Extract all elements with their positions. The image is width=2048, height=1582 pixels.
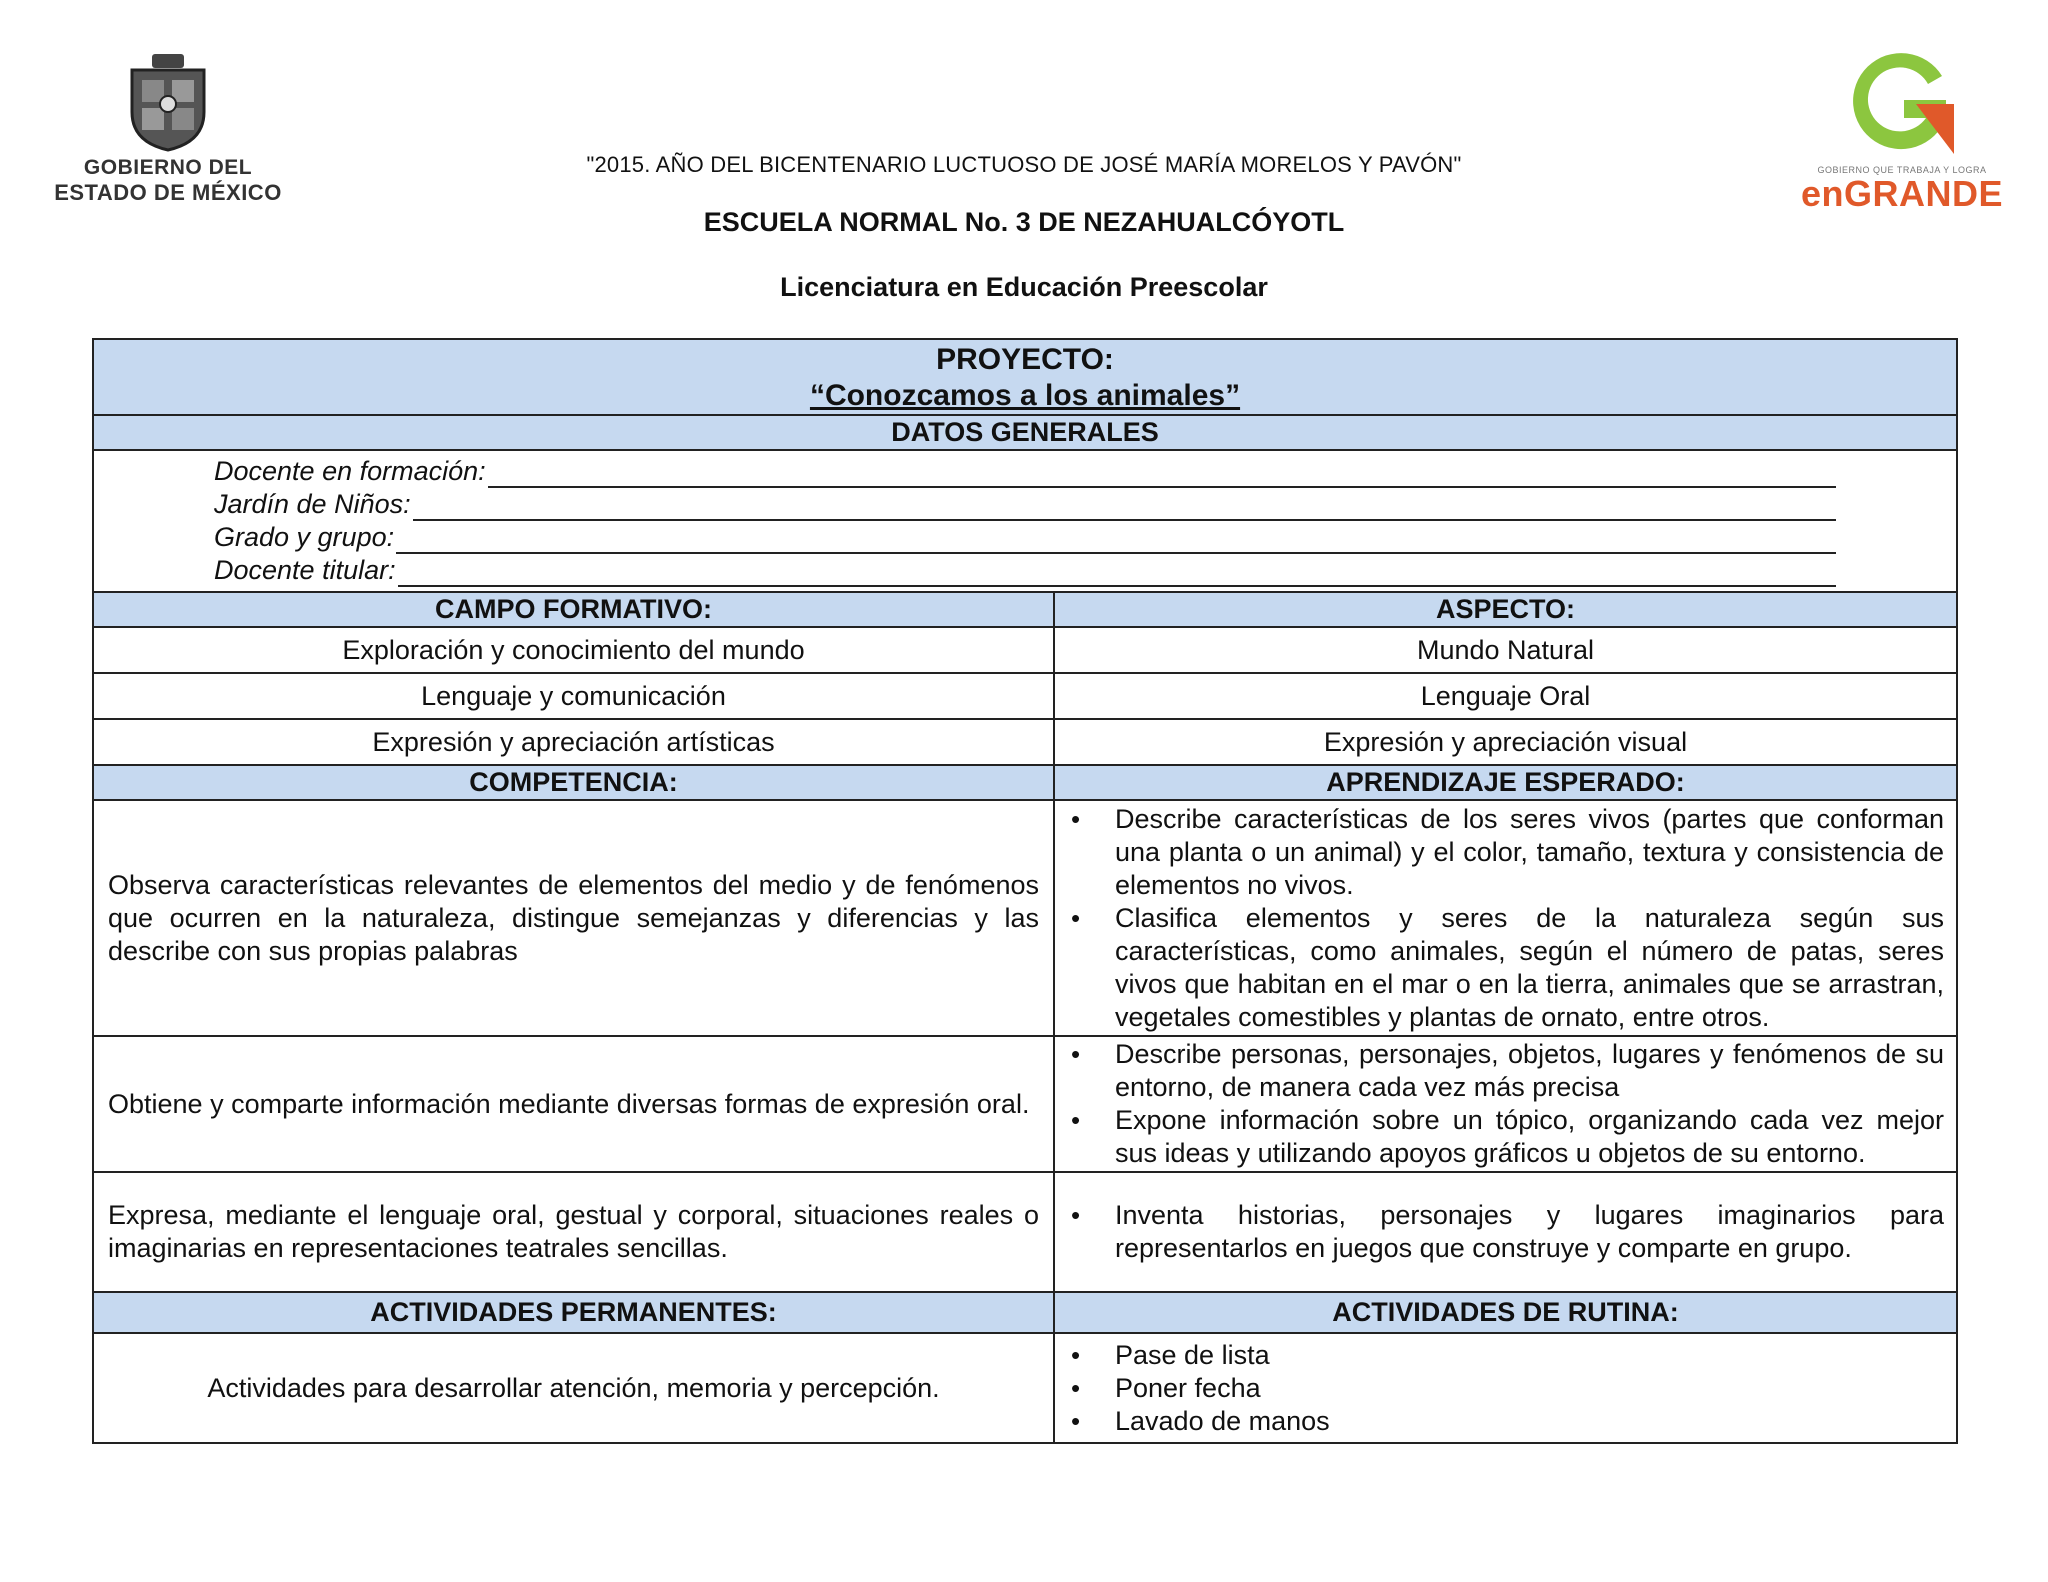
engrande-grande: GRANDE [1844,173,2004,214]
field-jardin[interactable] [214,488,1836,521]
general-data-header: DATOS GENERALES [93,415,1957,450]
aprendizaje-cell [1054,800,1957,1036]
logo-left-line1: GOBIERNO DEL [83,156,253,179]
field-blank-line [398,559,1836,587]
motto-line: "2015. AÑO DEL BICENTENARIO LUCTUOSO DE JOSÉ MARÍA MORELOS Y PAVÓN" [586,152,1462,177]
list-item: • Describe personas, personajes, objetos, lugares y fenómenos de su entorno, de manera cada vez más precisa [1115,1038,1944,1104]
actividades-rutina-header: ACTIVIDADES DE RUTINA: [1054,1292,1957,1333]
aprendizaje-list [1055,803,1956,1034]
field-label: Docente en formación: [214,456,486,486]
field-label: Grado y grupo: [214,522,395,552]
general-data-fields [93,450,1957,592]
actividades-permanentes-cell: Actividades para desarrollar atención, memoria y percepción. [93,1333,1054,1443]
engrande-tagline: GOBIERNO QUE TRABAJA Y LOGRA [1817,165,1987,175]
list-item: • Expone información sobre un tópico, organizando cada vez mejor sus ideas y utilizando apoyos gráficos u objetos de su entorno. [1115,1104,1944,1170]
list-item: • Clasifica elementos y seres de la naturaleza según sus características, como animales, según el número de patas, seres vivos que habitan en el mar o en la tierra, animales que se arrastran, vegetales comestibles y plantas de ornato, entre otros. [1115,902,1944,1034]
aspecto-header: ASPECTO: [1054,592,1957,627]
list-item: • Lavado de manos [1115,1405,1944,1438]
gobierno-edomex-logo [48,52,288,212]
rutina-list [1055,1339,1956,1438]
field-docente-titular[interactable] [214,554,1836,587]
competencia-cell: Expresa, mediante el lenguaje oral, gestual y corporal, situaciones reales o imaginarias en representaciones teatrales sencillas. [93,1172,1054,1292]
list-item: • Poner fecha [1115,1372,1944,1405]
aprendizaje-header: APRENDIZAJE ESPERADO: [1054,765,1957,800]
actividades-rutina-cell [1054,1333,1957,1443]
field-grado-grupo[interactable] [214,521,1836,554]
aprendizaje-list [1055,1038,1956,1170]
actividades-permanentes-header: ACTIVIDADES PERMANENTES: [93,1292,1054,1333]
logo-left-line2: ESTADO DE MÉXICO [54,180,282,205]
aspecto-cell: Expresión y apreciación visual [1054,719,1957,765]
field-label: Docente titular: [214,555,396,585]
competencia-cell: Observa características relevantes de elementos del medio y de fenómenos que ocurren en la naturaleza, distingue semejanzas y diferencias y las describe con sus propias palabras [93,800,1054,1036]
aspecto-cell: Mundo Natural [1054,627,1957,673]
field-label: Jardín de Niños: [214,489,411,519]
project-header [93,339,1957,415]
list-item: • Describe características de los seres vivos (partes que conforman una planta o un animal) y el color, tamaño, textura y consistencia de elementos no vivos. [1115,803,1944,902]
campo-cell: Expresión y apreciación artísticas [93,719,1054,765]
engrande-en: en [1800,173,1844,214]
state-coat-of-arms-icon [122,52,214,152]
campo-cell: Exploración y conocimiento del mundo [93,627,1054,673]
school-name: ESCUELA NORMAL No. 3 DE NEZAHUALCÓYOTL [703,207,1345,237]
competencia-cell: Obtiene y comparte información mediante diversas formas de expresión oral. [93,1036,1054,1172]
campo-cell: Lenguaje y comunicación [93,673,1054,719]
project-label: PROYECTO: [936,343,1114,376]
field-blank-line [396,526,1836,554]
degree-name: Licenciatura en Educación Preescolar [780,272,1268,302]
planning-table [92,338,1958,1444]
aprendizaje-list [1055,1199,1956,1265]
list-item: • Inventa historias, personajes y lugares imaginarios para representarlos en juegos que construye y comparte en grupo. [1115,1199,1944,1265]
list-item: • Pase de lista [1115,1339,1944,1372]
competencia-header: COMPETENCIA: [93,765,1054,800]
aprendizaje-cell [1054,1036,1957,1172]
engrande-logo [1786,48,2018,218]
field-docente-formacion[interactable] [214,455,1836,488]
aprendizaje-cell [1054,1172,1957,1292]
field-blank-line [488,460,1836,488]
campo-header: CAMPO FORMATIVO: [93,592,1054,627]
project-name: “Conozcamos a los animales” [809,379,1241,412]
engrande-g-logo-icon [1842,48,1962,158]
field-blank-line [413,493,1836,521]
aspecto-cell: Lenguaje Oral [1054,673,1957,719]
